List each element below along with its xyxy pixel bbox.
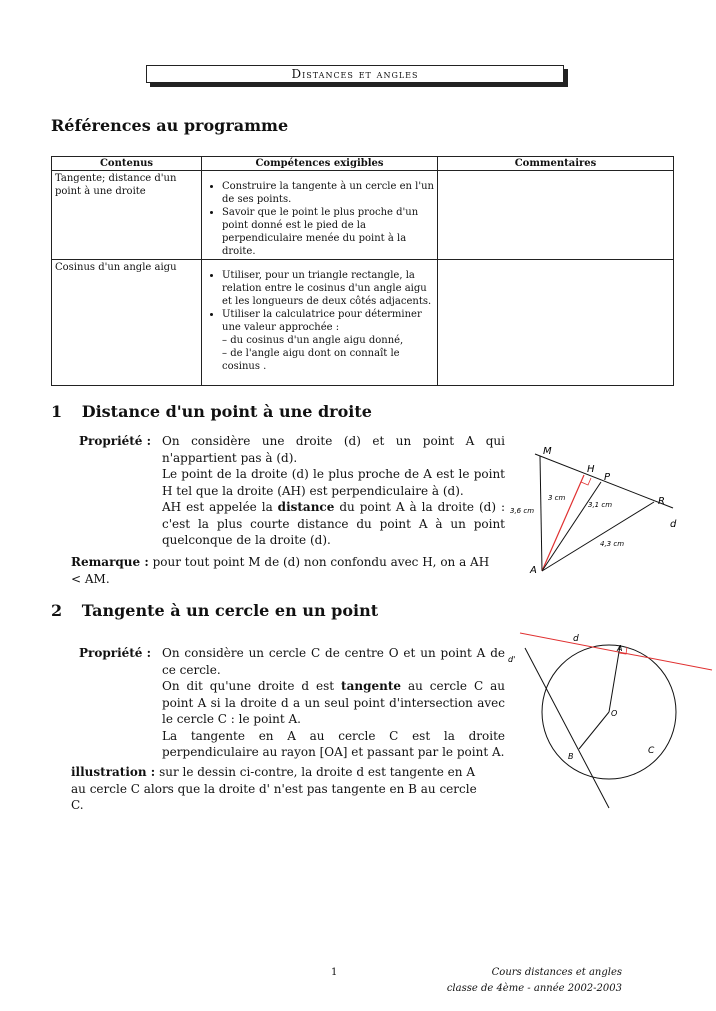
- point-label: O: [611, 709, 618, 718]
- prop-line: AH est appelée la distance du point A à la droite (d) : c'est la plus courte distance du point A à un point quelconque de la droite (d).: [162, 500, 505, 547]
- table-header-row: [52, 157, 674, 171]
- section1-remark: [71, 554, 491, 587]
- table-cell-commentaire: [438, 260, 674, 386]
- segment-AR: [542, 502, 654, 571]
- page-number: 1: [331, 967, 338, 978]
- length-label: 3,6 cm: [510, 507, 535, 515]
- line-label: d: [670, 519, 677, 530]
- table-cell-commentaire: [438, 171, 674, 260]
- section1-prop-label: Propriété :: [79, 434, 152, 448]
- prop-line: La tangente en A au cercle C est la droite perpendiculaire au rayon [OA] et passant par le point A.: [162, 728, 505, 759]
- point-label: H: [587, 464, 595, 475]
- list-item: • Savoir que le point le plus proche d'un point donné est le pied de la perpendiculaire menée du point à la droite.: [222, 206, 434, 258]
- point-label: A: [617, 644, 623, 653]
- sub-list-item: – du cosinus d'un angle aigu donné,: [222, 334, 434, 347]
- section2-title: Tangente à un cercle en un point: [81, 601, 379, 620]
- table-header-commentaires: Commentaires: [438, 157, 674, 171]
- illustration-label: illustration :: [71, 765, 156, 779]
- table-cell-competences: [202, 171, 438, 260]
- segment-AM: [540, 456, 542, 571]
- point-label: R: [658, 496, 665, 507]
- list-item: [222, 308, 434, 373]
- tangent-figure: [505, 628, 716, 814]
- list-item: • Construire la tangente à un cercle en l'un de ses points.: [222, 180, 434, 206]
- section1-title: Distance d'un point à une droite: [81, 402, 372, 421]
- circle-label: C: [648, 746, 655, 756]
- length-label: 3,1 cm: [588, 501, 613, 509]
- point-label: M: [543, 446, 552, 457]
- table-header-contenus: Contenus: [52, 157, 202, 171]
- bold-keyword: tangente: [341, 679, 402, 693]
- illustration-text: sur le dessin ci-contre, la droite d est tangente en A au cercle C alors que la droite d' n'est pas tangente en B au cercle C.: [71, 765, 477, 812]
- radius-OB: [579, 712, 609, 749]
- section1-prop-text: [162, 433, 505, 549]
- table-cell-contenu: Tangente; distance d'un point à une droite: [52, 171, 202, 260]
- segment-AH: [542, 475, 584, 571]
- section1-number: 1: [51, 402, 63, 421]
- length-label: 3 cm: [548, 494, 566, 502]
- footer-course: Cours distances et angles: [491, 967, 622, 978]
- sub-list-item: – de l'angle aigu dont on connaît le cosinus .: [222, 347, 434, 373]
- section2-illustration: [71, 764, 486, 814]
- section2-number: 2: [51, 601, 63, 620]
- line-label: d': [508, 655, 516, 664]
- table-row: [52, 260, 674, 386]
- point-label: B: [568, 752, 574, 761]
- table-header-competences: Compétences exigibles: [202, 157, 438, 171]
- line-label: d: [573, 634, 579, 644]
- table-row: [52, 171, 674, 260]
- section2-prop-text: [162, 645, 505, 761]
- list-item-text: Utiliser la calculatrice pour déterminer une valeur approchée :: [222, 309, 422, 333]
- bold-keyword: distance: [277, 500, 335, 514]
- document-title: Distances et angles: [146, 65, 564, 83]
- prop-line: On considère une droite (d) et un point A qui n'appartient pas à (d).: [162, 434, 505, 465]
- length-label: 4,3 cm: [600, 540, 625, 548]
- section1-heading: [51, 402, 372, 421]
- section2-prop-label: Propriété :: [79, 646, 152, 660]
- distance-figure: [505, 440, 705, 580]
- prop-line: On dit qu'une droite d est tangente au cercle C au point A si la droite d a un seul point d'intersection avec le cercle C : le point A.: [162, 679, 505, 726]
- section2-heading: [51, 601, 378, 620]
- table-cell-competences: [202, 260, 438, 386]
- point-label: P: [604, 472, 611, 483]
- footer-class: classe de 4ème - année 2002-2003: [446, 983, 622, 994]
- remark-text: pour tout point M de (d) non confondu avec H, on a AH < AM.: [71, 555, 490, 586]
- radius-OA: [609, 644, 623, 712]
- remark-label: Remarque :: [71, 555, 149, 569]
- table-cell-contenu: Cosinus d'un angle aigu: [52, 260, 202, 386]
- prop-line: On considère un cercle C de centre O et un point A de ce cercle.: [162, 646, 505, 677]
- tangent-line-d: [520, 633, 712, 670]
- section-references-title: Références au programme: [51, 116, 289, 135]
- point-label: A: [530, 565, 537, 576]
- prop-line: Le point de la droite (d) le plus proche de A est le point H tel que la droite (AH) est perpendiculaire à (d).: [162, 467, 505, 498]
- program-table: [51, 156, 674, 386]
- list-item: • Utiliser, pour un triangle rectangle, la relation entre le cosinus d'un angle aigu et les longueurs de deux côtés adjacents.: [222, 269, 434, 308]
